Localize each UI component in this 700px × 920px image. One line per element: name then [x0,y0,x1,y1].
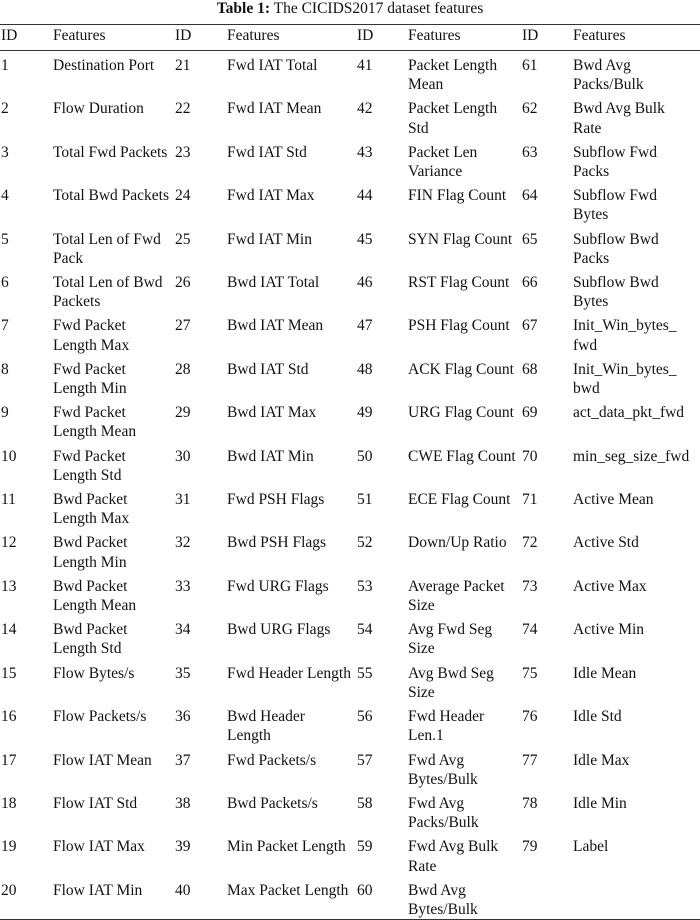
feature-name-cell: Max Packet Length [227,881,349,899]
feature-id-cell: 64 [522,187,538,205]
column-header-features: Features [573,27,626,44]
feature-name-cell: Subflow Bwd Packs [573,230,659,267]
feature-id-cell: 25 [175,230,191,248]
feature-id-cell: 58 [357,794,373,812]
feature-name-cell: Total Bwd Packets [53,187,170,205]
feature-name-cell: Flow IAT Std [53,794,138,812]
feature-id-cell: 73 [522,577,538,595]
feature-name-cell: Average Packet Size [408,577,505,615]
feature-id-cell: 32 [175,534,191,552]
table-row [0,485,700,528]
feature-id-cell: 5 [1,230,9,248]
table-row [0,311,700,354]
feature-name-cell: Fwd Avg Packs/Bulk [408,794,479,832]
feature-name-cell: Active Max [573,577,647,595]
feature-name-cell: Bwd Packet Length Max [53,491,130,528]
feature-id-cell: 34 [175,621,191,639]
feature-id-cell: 31 [175,491,191,509]
feature-name-cell: Flow Bytes/s [53,664,135,682]
feature-id-cell: 79 [522,838,538,856]
feature-id-cell: 16 [1,708,17,726]
table-row [0,355,700,398]
table-row [0,442,700,485]
feature-name-cell: Bwd Avg Bulk Rate [573,100,665,137]
feature-id-cell: 78 [522,794,538,812]
feature-name-cell: Total Len of Bwd Packets [53,274,163,311]
table-row [0,615,700,658]
feature-name-cell: Min Packet Length [227,838,346,856]
feature-id-cell: 77 [522,751,538,769]
feature-id-cell: 37 [175,751,191,769]
feature-id-cell: 44 [357,187,373,205]
feature-name-cell: Fwd Avg Bulk Rate [408,838,499,875]
feature-name-cell: Flow Packets/s [53,708,147,726]
feature-name-cell: Flow IAT Min [53,881,143,899]
table-row [0,659,700,702]
feature-name-cell: Bwd Avg Bytes/Bulk [408,881,478,918]
feature-id-cell: 3 [1,143,9,161]
feature-id-cell: 9 [1,404,9,422]
feature-name-cell: URG Flag Count [408,404,514,422]
table-row [0,398,700,441]
feature-name-cell: Active Min [573,621,645,639]
feature-name-cell: Bwd Packets/s [227,794,318,812]
feature-id-cell: 53 [357,577,373,595]
feature-id-cell: 49 [357,404,373,422]
feature-id-cell: 35 [175,664,191,682]
feature-name-cell: RST Flag Count [408,274,510,292]
feature-name-cell: Fwd URG Flags [227,577,329,595]
feature-name-cell: Bwd IAT Min [227,447,314,465]
feature-id-cell: 59 [357,838,373,856]
feature-name-cell: Destination Port [53,57,155,74]
table-row [0,876,700,920]
feature-name-cell: ECE Flag Count [408,491,511,509]
column-header-features: Features [408,27,461,44]
feature-id-cell: 75 [522,664,538,682]
feature-name-cell: Fwd Packet Length Min [53,360,127,398]
feature-id-cell: 14 [1,621,17,639]
feature-id-cell: 72 [522,534,538,552]
feature-name-cell: Bwd URG Flags [227,621,331,639]
feature-id-cell: 60 [357,881,373,899]
feature-id-cell: 61 [522,57,538,74]
feature-name-cell: Packet Len Variance [408,143,478,181]
feature-id-cell: 46 [357,274,373,292]
feature-id-cell: 26 [175,274,191,292]
feature-name-cell: Fwd IAT Std [227,143,307,161]
feature-id-cell: 17 [1,751,17,769]
feature-name-cell: Idle Min [573,794,627,812]
feature-name-cell: Avg Bwd Seg Size [408,664,494,701]
feature-name-cell: Fwd Packet Length Max [53,317,130,354]
feature-id-cell: 56 [357,708,373,726]
feature-name-cell: Avg Fwd Seg Size [408,621,493,658]
feature-id-cell: 69 [522,404,538,422]
table-row [0,789,700,832]
table-row [0,94,700,137]
feature-id-cell: 6 [1,274,9,292]
feature-name-cell: Subflow Fwd Packs [573,143,657,181]
feature-name-cell: Total Fwd Packets [53,143,168,161]
feature-id-cell: 18 [1,794,17,812]
feature-name-cell: SYN Flag Count [408,230,513,248]
feature-id-cell: 63 [522,143,538,161]
feature-name-cell: Fwd Packet Length Mean [53,404,137,441]
feature-name-cell: Idle Max [573,751,630,769]
feature-name-cell: Fwd Header Length [227,664,351,682]
feature-name-cell: Fwd Packets/s [227,751,317,769]
feature-name-cell: FIN Flag Count [408,187,507,205]
feature-id-cell: 55 [357,664,373,682]
feature-id-cell: 45 [357,230,373,248]
feature-id-cell: 38 [175,794,191,812]
table-caption-label: Table 1: [216,0,271,17]
feature-name-cell: Packet Length Std [408,100,498,137]
feature-name-cell: CWE Flag Count [408,447,516,465]
feature-id-cell: 66 [522,274,538,292]
feature-name-cell: Bwd Avg Packs/Bulk [573,57,644,94]
table-caption [0,0,700,24]
feature-id-cell: 54 [357,621,373,639]
column-header-id: ID [522,27,539,44]
feature-name-cell [572,876,700,920]
table-row [0,138,700,181]
column-header-id: ID [1,27,18,44]
column-header-features: Features [53,27,106,44]
feature-id-cell: 23 [175,143,191,161]
feature-id-cell: 24 [175,187,191,205]
feature-id-cell: 68 [522,360,538,378]
column-header-id: ID [357,27,374,44]
feature-id-cell: 11 [1,491,16,509]
feature-name-cell: Fwd IAT Total [227,57,318,74]
feature-id-cell: 30 [175,447,191,465]
feature-id-cell: 28 [175,360,191,378]
feature-id-cell: 76 [522,708,538,726]
feature-name-cell: Active Std [573,534,639,552]
table-row [0,268,700,311]
feature-id-cell: 36 [175,708,191,726]
feature-id-cell: 51 [357,491,373,509]
feature-id-cell: 70 [522,447,538,465]
feature-id-cell: 19 [1,838,17,856]
feature-id-cell: 74 [522,621,538,639]
feature-name-cell: act_data_pkt_fwd [573,404,685,422]
feature-name-cell: Bwd Header Length [227,708,305,745]
feature-name-cell: Bwd Packet Length Std [53,621,128,658]
feature-name-cell: Subflow Bwd Bytes [573,274,659,311]
table-header-row [0,25,700,51]
feature-id-cell: 47 [357,317,373,335]
table-caption-title: The CICIDS2017 dataset features [273,0,484,17]
feature-id-cell: 7 [1,317,9,335]
feature-id-cell: 65 [522,230,538,248]
feature-id-cell: 1 [1,57,9,74]
column-header-features: Features [227,27,280,44]
table-row [0,181,700,224]
feature-name-cell: Bwd Packet Length Min [53,534,128,571]
feature-name-cell: Active Mean [573,491,654,509]
feature-name-cell: Bwd PSH Flags [227,534,327,552]
feature-name-cell: Flow Duration [53,100,144,118]
feature-id-cell: 57 [357,751,373,769]
feature-name-cell: Idle Std [573,708,622,726]
table-row [0,702,700,745]
feature-id-cell: 22 [175,100,191,118]
feature-id-cell: 2 [1,100,9,118]
feature-name-cell: Init_Win_bytes_ bwd [573,360,677,398]
feature-name-cell: Flow IAT Mean [53,751,152,769]
feature-name-cell: Fwd Avg Bytes/Bulk [408,751,478,788]
feature-name-cell: Fwd IAT Mean [227,100,322,118]
feature-id-cell: 48 [357,360,373,378]
feature-name-cell: Fwd IAT Min [227,230,312,248]
feature-id-cell: 67 [522,317,538,335]
feature-id-cell: 20 [1,881,17,899]
feature-id-cell: 29 [175,404,191,422]
feature-name-cell: Fwd Header Len.1 [408,708,485,745]
features-table [0,24,700,920]
feature-id-cell: 27 [175,317,191,335]
feature-name-cell: min_seg_size_fwd [573,447,690,465]
table-row [0,225,700,268]
feature-id-cell: 71 [522,491,538,509]
feature-id-cell: 42 [357,100,373,118]
feature-name-cell: Init_Win_bytes_ fwd [573,317,677,354]
table-row [0,572,700,615]
feature-id-cell: 39 [175,838,191,856]
feature-name-cell: Bwd Packet Length Mean [53,577,137,615]
feature-id-cell: 8 [1,360,9,378]
feature-name-cell: Label [573,838,609,856]
feature-name-cell: Bwd IAT Mean [227,317,324,335]
feature-id-cell: 21 [175,57,191,74]
feature-id-cell: 40 [175,881,191,899]
feature-name-cell: Bwd IAT Std [227,360,309,378]
feature-name-cell: Idle Mean [573,664,637,682]
feature-id-cell: 50 [357,447,373,465]
feature-id-cell: 13 [1,577,17,595]
feature-id-cell: 41 [357,57,373,74]
feature-name-cell: PSH Flag Count [408,317,510,335]
feature-name-cell: Total Len of Fwd Pack [53,230,161,267]
table-body [0,51,700,920]
column-header-id: ID [175,27,192,44]
feature-name-cell: Fwd IAT Max [227,187,315,205]
table-row [0,746,700,789]
feature-name-cell: Subflow Fwd Bytes [573,187,657,224]
feature-id-cell: 10 [1,447,17,465]
feature-id-cell [521,876,572,920]
feature-name-cell: Flow IAT Max [53,838,145,856]
feature-id-cell: 62 [522,100,538,118]
feature-id-cell: 33 [175,577,191,595]
feature-name-cell: Bwd IAT Total [227,274,320,292]
table-row [0,528,700,571]
feature-id-cell: 12 [1,534,17,552]
feature-name-cell: Packet Length Mean [408,57,498,94]
feature-name-cell: ACK Flag Count [408,360,514,378]
feature-name-cell: Bwd IAT Max [227,404,317,422]
feature-id-cell: 43 [357,143,373,161]
feature-name-cell: Down/Up Ratio [408,534,507,552]
feature-id-cell: 4 [1,187,9,205]
feature-name-cell: Fwd Packet Length Std [53,447,126,484]
feature-name-cell: Fwd PSH Flags [227,491,325,509]
feature-id-cell: 52 [357,534,373,552]
table-row [0,51,700,95]
feature-id-cell: 15 [1,664,17,682]
